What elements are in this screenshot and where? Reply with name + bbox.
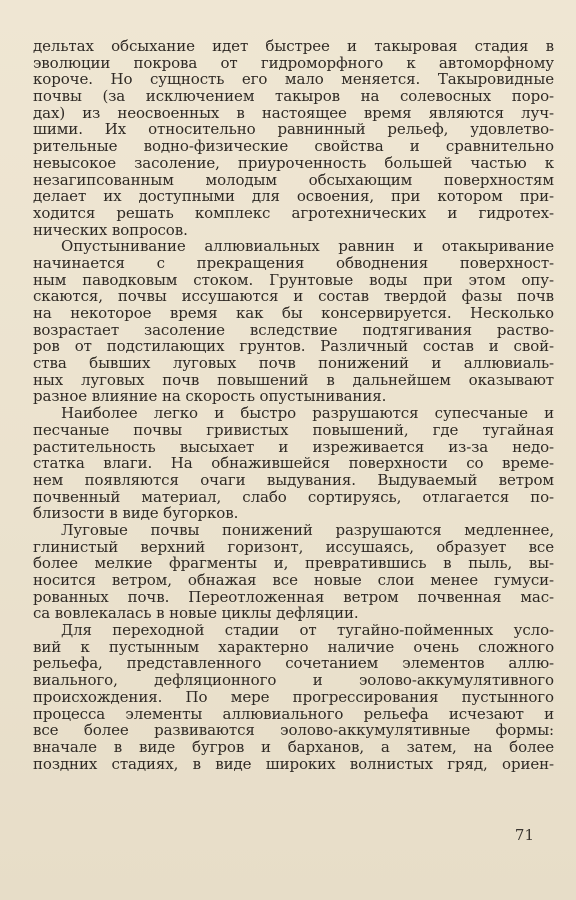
text-line: виального, дефляционного и эолово-аккумулятивного xyxy=(33,671,554,690)
text-line: растительность высыхает и изреживается из-за недо- xyxy=(33,437,554,456)
text-line: делает их доступными для освоения, при котором при- xyxy=(33,187,554,206)
text-line: Луговые почвы понижений разрушаются медленнее, xyxy=(61,520,554,539)
text-line: процесса элементы аллювиального рельефа исчезают и xyxy=(33,704,554,723)
body-text xyxy=(33,38,554,772)
text-line: почвы (за исключением такыров на солевосных поро- xyxy=(33,87,554,106)
text-line: ров от подстилающих грунтов. Различный состав и свой- xyxy=(33,337,554,356)
text-line: ства бывших луговых почв понижений и аллювиаль- xyxy=(33,354,554,373)
text-line: рельефа, представленного сочетанием элементов аллю- xyxy=(33,654,554,673)
text-line: ным паводковым стоком. Грунтовые воды при этом опу- xyxy=(33,270,554,289)
text-line: глинистый верхний горизонт, иссушаясь, образует все xyxy=(33,537,554,556)
text-line: близости в виде бугорков. xyxy=(33,504,239,523)
text-line: разное влияние на скорость опустынивания. xyxy=(33,387,387,406)
text-line: Наиболее легко и быстро разрушаются супесчаные и xyxy=(61,404,554,423)
text-line: шими. Их относительно равнинный рельеф, удовлетво- xyxy=(33,120,554,139)
text-line: незагипсованным молодым обсыхающим поверхностям xyxy=(33,170,554,189)
text-line: происхождения. По мере прогрессирования пустынного xyxy=(33,687,554,706)
text-line: начинается с прекращения обводнения поверхност- xyxy=(33,253,554,272)
text-line: короче. Но сущность его мало меняется. Такыровидные xyxy=(33,70,554,89)
text-line: нем появляются очаги выдувания. Выдуваемый ветром xyxy=(33,470,554,489)
text-line: нических вопросов. xyxy=(33,220,188,239)
text-line: все более развиваются эолово-аккумулятивные формы: xyxy=(33,721,554,740)
text-line: почвенный материал, слабо сортируясь, отлагается по- xyxy=(33,487,554,506)
text-line: возрастает засоление вследствие подтягивания раство- xyxy=(33,320,554,339)
text-line: вий к пустынным характерно наличие очень сложного xyxy=(33,637,554,656)
text-line: песчаные почвы гривистых повышений, где тугайная xyxy=(33,420,554,439)
text-line: Для переходной стадии от тугайно-пойменных усло- xyxy=(61,621,554,640)
text-line: эволюции покрова от гидроморфного к автоморфному xyxy=(33,53,554,72)
text-line: носится ветром, обнажая все новые слои менее гумуси- xyxy=(33,571,554,589)
text-line: са вовлекалась в новые циклы дефляции. xyxy=(33,604,359,623)
text-line: дельтах обсыхание идет быстрее и такыровая стадия в xyxy=(33,37,554,55)
text-line: дах) из неосвоенных в настоящее время являются луч- xyxy=(33,103,554,122)
text-line: рительные водно-физические свойства и сравнительно xyxy=(33,137,554,156)
text-line: Опустынивание аллювиальных равнин и отакыривание xyxy=(61,237,554,256)
text-line: статка влаги. На обнажившейся поверхности со време- xyxy=(33,454,554,473)
page-number: 71 xyxy=(514,826,534,844)
text-line: на некоторое время как бы консервируется. Несколько xyxy=(33,304,554,322)
text-line: рованных почв. Переотложенная ветром почвенная мас- xyxy=(33,587,554,606)
text-line: ходится решать комплекс агротехнических и гидротех- xyxy=(33,203,554,222)
text-line: ных луговых почв повышений в дальнейшем оказывают xyxy=(33,370,554,389)
text-line: скаются, почвы иссушаются и состав твердой фазы почв xyxy=(33,287,554,306)
text-line: более мелкие фрагменты и, превратившись в пыль, вы- xyxy=(33,554,554,573)
text-line: вначале в виде бугров и барханов, а затем, на более xyxy=(33,737,554,756)
text-line: невысокое засоление, приуроченность большей частью к xyxy=(33,153,554,172)
text-line: поздних стадиях, в виде широких волнистых гряд, ориен- xyxy=(33,754,554,773)
